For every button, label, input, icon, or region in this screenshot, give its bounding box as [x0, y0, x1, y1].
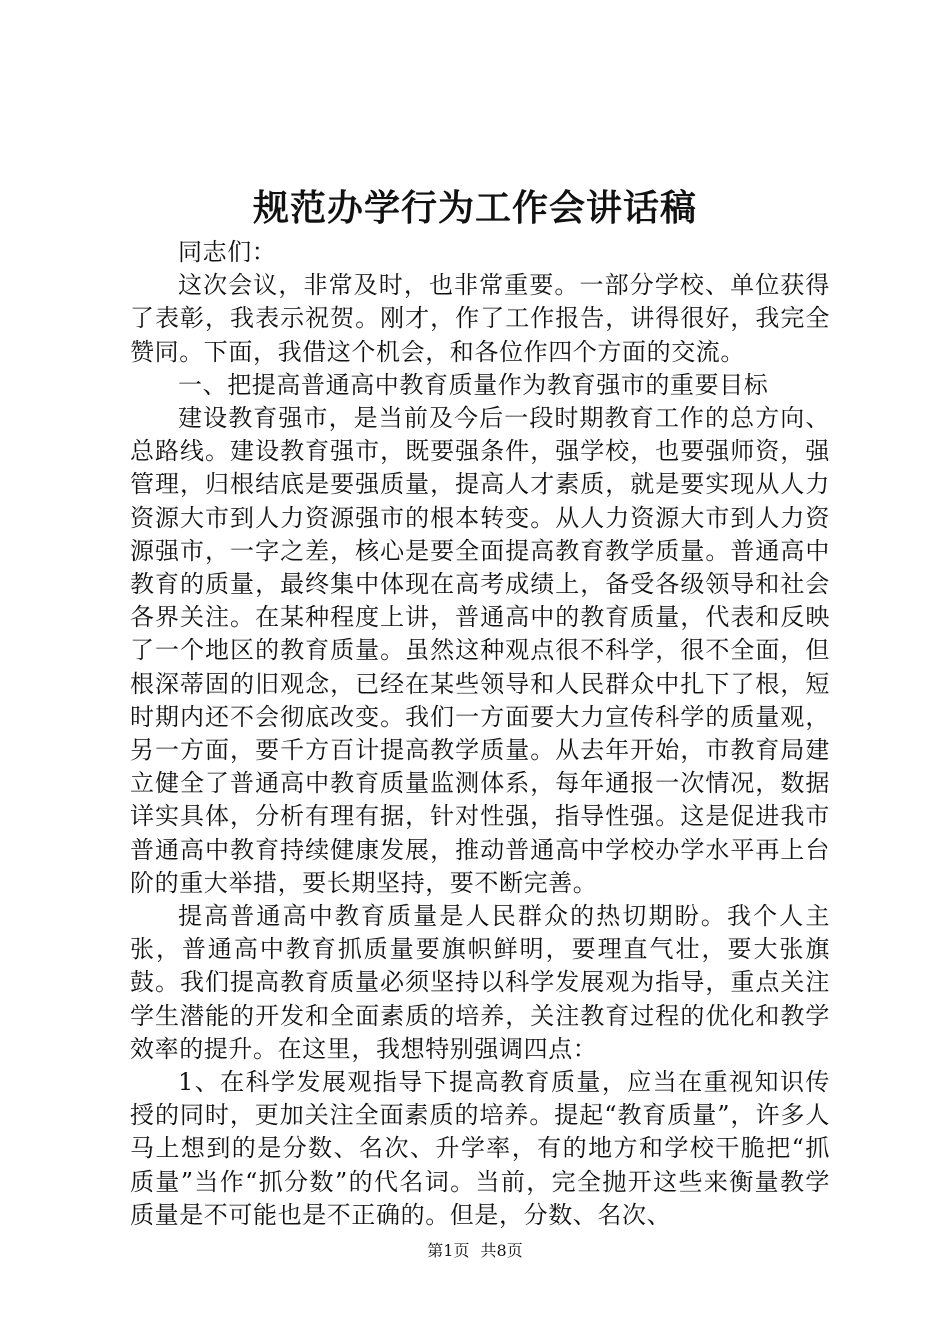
salutation: 同志们：: [178, 238, 277, 266]
paragraph: 1、在科学发展观指导下提高教育质量，应当在重视知识传授的同时，更加关注全面素质的培养。提起“教育质量”，许多人马上想到的是分数、名次、升学率，有的地方和学校干脆把“抓质量”当作“抓分数”的代名词。当前，完全抛开这些来衡量教学质量是不可能也是不正确的。但是，分数、名次、: [130, 1068, 830, 1229]
page-footer: 第1页 共8页: [427, 1241, 523, 1260]
paragraph: 建设教育强市，是当前及今后一段时期教育工作的总方向、总路线。建设教育强市，既要强条件，强学校，也要强师资，强管理，归根结底是要强质量，提高人才素质，就是要实现从人力资源大市到人力资源强市的根本转变。从人力资源大市到人力资源强市，一字之差，核心是要全面提高教育教学质量。普通高中教育的质量，最终集中体现在高考成绩上，备受各级领导和社会各界关注。在某种程度上讲，普通高中的教育质量，代表和反映了一个地区的教育质量。虽然这种观点很不科学，很不全面，但根深蒂固的旧观念，已经在某些领导和人民群众中扎下了根，短时期内还不会彻底改变。我们一方面要大力宣传科学的质量观，另一方面，要千方百计提高教学质量。从去年开始，市教育局建立健全了普通高中教育质量监测体系，每年通报一次情况，数据详实具体，分析有理有据，针对性强，指导性强。这是促进我市普通高中教育持续健康发展，推动普通高中学校办学水平再上台阶的重大举措，要长期坚持，要不断完善。: [130, 404, 830, 897]
document-body: [130, 236, 830, 1232]
section-heading: 一、把提高普通高中教育质量作为教育强市的重要目标: [178, 370, 769, 399]
paragraph: 这次会议，非常及时，也非常重要。一部分学校、单位获得了表彰，我表示祝贺。刚才，作了工作报告，讲得很好，我完全赞同。下面，我借这个机会，和各位作四个方面的交流。: [130, 271, 830, 366]
page-title: 规范办学行为工作会讲话稿: [252, 187, 697, 229]
paragraph: 提高普通高中教育质量是人民群众的热切期盼。我个人主张，普通高中教育抓质量要旗帜鲜明，要理直气壮，要大张旗鼓。我们提高教育质量必须坚持以科学发展观为指导，重点关注学生潜能的开发和全面素质的培养，关注教育过程的优化和教学效率的提升。在这里，我想特别强调四点：: [130, 902, 830, 1063]
